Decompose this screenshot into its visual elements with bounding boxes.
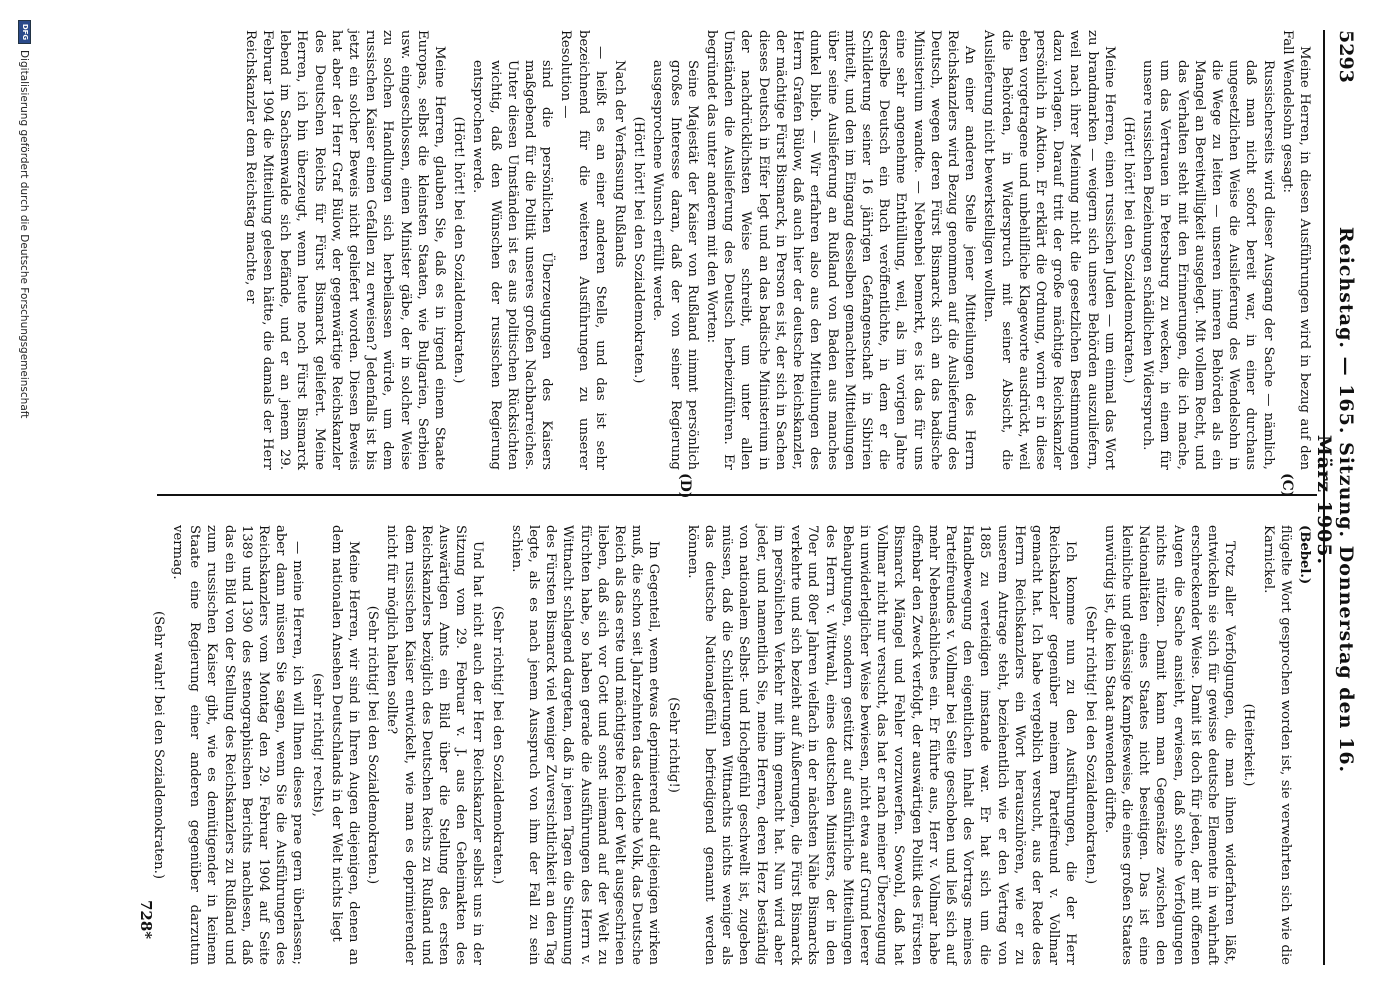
paragraph: Meine Herren, glauben Sie, daß es in irgend einem Staate Europas, selbst die kleinsten Staaten, wie Bulgarien, Serbien usw. eingeschlossen, einen Minister gäbe, der in solcher Weise zu solchen Handlungen sich herbeilassen würde, um dem russischen Kaiser einen Gefallen zu erweisen? Jedenfalls ist bis jetzt ein solcher Beweis nicht geliefert worden. Diesen Beweis hat aber der Herr Graf Bülow, der gegenwärtige Reichskanzler des Deutschen Reichs für Fürst Bismarck geliefert. Meine Herren, ich bin überzeugt, wenn heute noch Fürst Bismarck lebend im Sachsenwalde sich befände, und er an jenem 29. Februar 1904 die Mitteilung gelesen hätte, die damals der Herr Reichskanzler dem Reichstag machte, er <box>242 30 448 470</box>
paragraph: Meine Herren, wir sind in Ihren Augen diejenigen, denen an dem nationalen Ansehen Deutschlands in der Welt nichts liegt <box>328 525 362 965</box>
interjection: (Sehr richtig! bei den Sozialdemokraten.) <box>1082 605 1098 885</box>
quotation: sind die persönlichen Überzeugungen des Kaisers maßgebend für die Politik unseres großen Nachbarreiches. Unter diesen Umständen ist es aus politischen Rücksichten wichtig, daß den Wünschen der russischen Regierung entsprochen werde. <box>470 60 555 470</box>
interjection: (Hört! hört! bei den Sozialdemokraten.) <box>1120 116 1136 384</box>
margin-mark-d: (D) <box>677 473 693 499</box>
paragraph: flügelte Wort gesprochen worden ist, sie verwehrten sich wie die Karnickel. <box>1260 525 1293 965</box>
interjection: (Sehr richtig! bei den Sozialdemokraten.) <box>365 605 381 885</box>
paragraph: — meine Herren, ich will Ihnen dieses prae gern überlassen; aber dann müssen Sie sagen, wenn Sie die Ausführungen des Reichskanzlers vom Montag den 29. Februar 1904 auf Seite 1389 und 1390 des stenographischen Berichts nachlesen, daß das ein Bild von der Stellung des Reichskanzlers zu Rußland und zum russischen Kaiser gibt, wie es demütigender in keinem Staate eine Regierung einer anderen gegenüber darzutun vermag. <box>170 525 306 965</box>
text-column-left <box>163 30 1313 470</box>
speaker-name: (Bebel.) <box>1297 525 1312 585</box>
interjection: (Hört! hört! bei den Sozialdemokraten.) <box>631 116 647 384</box>
paragraph: — heißt es an einer anderen Stelle, und das ist sehr bezeichnend für die weiteren Ausführungen zu unserer Resolution — <box>558 30 608 470</box>
dfg-logo-icon: DFG <box>18 20 31 44</box>
interjection: (Sehr richtig!) <box>665 697 681 793</box>
paragraph: Meine Herren, einen russischen Juden — um einmal das Wort zu brandmarken — weigern sich unsere Behörden auszuliefern, weil nach ihrer Meinung nicht die gesetzlichen Bestimmungen dazu vorlagen. Darauf tritt der große mächtige Reichskanzler persönlich in Aktion. Er erklärt die Ordnung, worin er in diese eben vorgetragene und unbehilfliche Klageworte ausdrückt, weil die Behörden, in Widerspruch mit seiner Absicht, die Auslieferung nicht bewerkstelligen wollten. <box>981 30 1117 470</box>
quotation: Seine Majestät der Kaiser von Rußland nimmt persönlich großes Interesse daran, daß der von seiner Regierung ausgesprochene Wunsch erfüllt werde. <box>650 60 700 470</box>
paragraph: An einer anderen Stelle jener Mitteilungen des Herrn Reichskanzlers wird Bezug genommen auf die Auslieferung des Deutsch, wegen deren Fürst Bismarck sich an das badische Ministerium wandte. — Nebenbei bemerkt, es ist das für uns eine sehr angenehme Enthüllung, weil, als im vorigen Jahre derselbe Deutsch ein Buch veröffentlichte, in dem er die Schilderung seiner 16 jährigen Gefangenschaft in Sibirien mitteilt, und den im Eingang desselben gemachten Mitteilungen über seine Auslieferung an Rußland von Baden aus manches dunkel blieb. — Wir erfahren also aus den Mitteilungen des Herrn Grafen Bülow, daß auch hier der deutsche Reichskanzler, der mächtige Fürst Bismarck, in Person es ist, der sich in Sachen dieses Deutsch in Eifer legt und an das badische Ministerium in der nachdrücklichsten Weise schreibt, um unter allen Umständen die Auslieferung des Deutsch herbeizuführen. Er begründet das unter anderem mit den Worten: <box>704 30 978 470</box>
page-header <box>1313 30 1365 965</box>
quotation: Russischerseits wird dieser Ausgang der Sache — nämlich, daß man nicht sofort bereit war, in einer durchaus ungesetzlichen Weise die Auslieferung des Wendelsohn in die Wege zu leiten — unseren inneren Behörden als ein Mangel an Bereitwilligkeit ausgelegt. Mit vollem Recht, und das Verhalten steht mit den Erinnerungen, die ich mache, um das Vertrauen in Petersburg zu wecken, in einem für unsere russischen Beziehungen schädlichen Widerspruch. <box>1140 60 1276 470</box>
interjection: (Hört! hört! bei den Sozialdemokraten.) <box>451 116 467 384</box>
digitization-credit <box>18 20 31 980</box>
page-title: Reichstag. — 165. Sitzung. Donnerstag den 16. März 1905. <box>1313 226 1357 774</box>
quotation: Nach der Verfassung Rußlands <box>612 60 628 268</box>
paragraph: Trotz aller Verfolgungen, die man ihnen widerfahren läßt, entwickeln sie sich für gewisse deutsche Elemente in wahrhaft erschreckender Weise. Damit ist doch für jeden, der mit offenen Augen die Sache ansieht, erwiesen, daß solche Verfolgungen nichts nützen. Damit kann man Gegensätze zwischen den Nationalitäten eines Staates nicht beseitigen. Das ist eine kleinliche und gehässige Kampfesweise, die eines großen Staates unwürdig ist, die kein Staat anwenden dürfte. <box>1101 525 1238 965</box>
signature-mark: 728* <box>137 900 155 940</box>
paragraph: Ich komme nun zu den Ausführungen, die der Herr Reichskanzler gegenüber meinem Parteifreund v. Vollmar gemacht hat. Ich habe vergeblich versucht, aus der Rede des Herrn Reichskanzlers ein Wort herauszuhören, wie er zu unserem Antrage steht, beziehentlich wie er den Vertrag von 1885 zu verteidigen imstande war. Er hat sich um die Handbewegung den eigentlichen Inhalt des Vortrags meines Parteifreundes v. Vollmar bei Seite geschoben und ließ sich auf mehr Nebensächliches ein. Er führte aus, Herr v. Vollmar habe offenbar den Zweck verfolgt, der auswärtigen Politik des Fürsten Bismarck Mängel und Fehler vorzuwerfen. Sowohl, daß hat Vollmar nicht nur versucht, das hat er nach meiner Überzeugung in unwiderleglicher Weise bewiesen, nicht etwa auf Grund leerer Behauptungen, sondern gestützt auf ausführliche Mitteilungen des Herrn v. Wittwahl, eines deutschen Ministers, der in den 70er und 80er Jahren vielfach in der nächsten Nähe Bismarcks verkehrte und sich bezieht auf Äußerungen, die Fürst Bismarck im persönlichen Verkehr mit ihm gemacht hat. Nun wird aber jeder, und namentlich Sie, meine Herren, deren Herz beständig von nationalem Selbst- und Hochgefühl geschwellt ist, zugeben müssen, daß die Schilderungen Wittnachts nichts weniger als das deutsche Nationalgefühl befriedigend genannt werden können. <box>684 525 1079 965</box>
margin-mark-c: (C) <box>1279 473 1295 498</box>
column-divider <box>157 494 1317 496</box>
interjection: (Sehr richtig! bei den Sozialdemokraten.) <box>489 605 505 885</box>
interjection: (Heiterkeit.) <box>1241 703 1257 787</box>
credit-text: Digitalisierung gefördert durch die Deutsche Forschungsgemeinschaft <box>18 50 31 419</box>
paragraph: Meine Herren, in diesen Ausführungen wird in bezug auf den Fall Wendelsohn gesagt: <box>1279 30 1312 470</box>
text-column-right <box>150 525 1313 965</box>
paragraph: Und hat nicht auch der Herr Reichskanzler selbst uns in der Sitzung vom 29. Februar v. J. aus den Geheimakten des Auswärtigen Amts ein Bild über die Stellung des ersten Reichskanzlers bezüglich des Deutschen Reichs zu Rußland und dem russischen Kaiser entwickelt, wie man es deprimierender nicht für möglich halten sollte? <box>384 525 486 965</box>
page-number: 5293 <box>1335 30 1357 83</box>
interjection: (Sehr wahr! bei den Sozialdemokraten.) <box>150 611 166 879</box>
paragraph: Im Gegenteil, wenn etwas deprimierend auf diejenigen wirken muß, die schon seit Jahrzehnten das deutsche Volk, das Deutsche Reich als das erste und mächtigste Reich der Welt ausgeschrieen lieben, daß sich vor Gott und sonst niemand auf der Welt zu fürchten habe, so haben gerade die Ausführungen des Herrn v. Wittnacht schlagend dargetan, daß in jenen Tagen die Stimmung des Fürsten Bismarck viel weniger Zuversichtlichkeit an den Tag legte, als es nach jenem Ausspruch von ihm der Fall zu sein schien. <box>508 525 662 965</box>
interjection: (sehr richtig! rechts), <box>309 673 325 817</box>
